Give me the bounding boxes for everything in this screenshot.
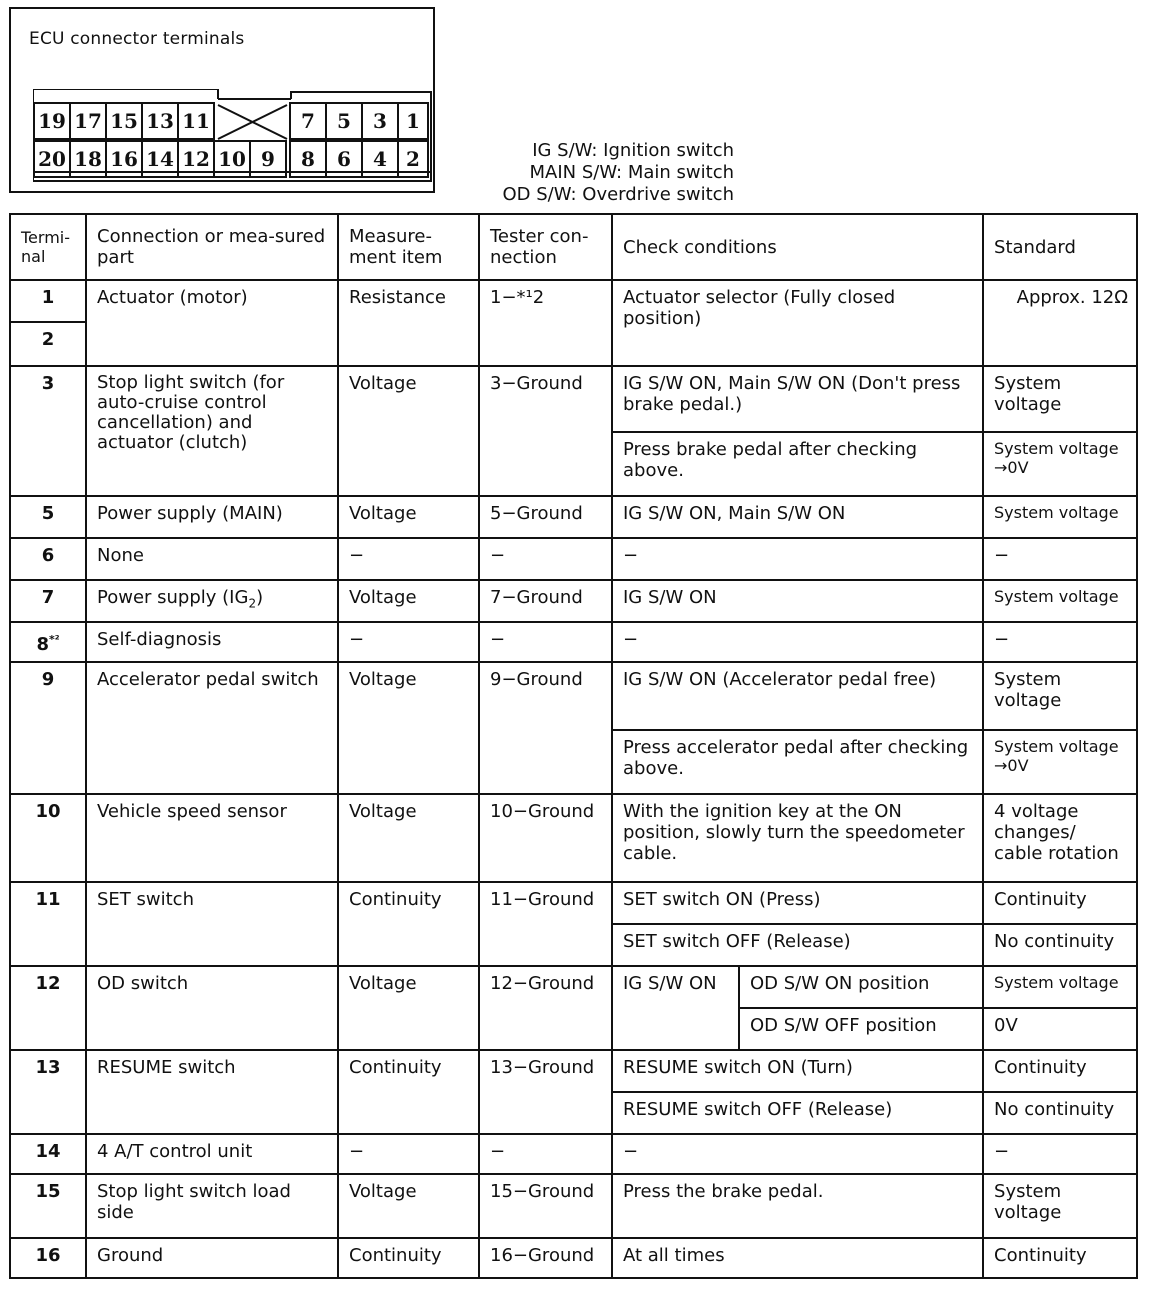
tester-cell: 10−Ground — [479, 794, 612, 882]
tester-cell: 16−Ground — [479, 1238, 612, 1278]
terminal-cell: 3 — [10, 366, 86, 496]
standard-cell: System voltage — [983, 580, 1137, 622]
terminal-note: *² — [48, 633, 60, 646]
item-cell: − — [338, 1134, 479, 1174]
terminal-cell: 1 — [10, 280, 86, 322]
header-connection: Connection or mea-sured part — [86, 214, 338, 280]
terminal-cell: 9 — [10, 662, 86, 794]
pin-1: 1 — [397, 102, 429, 140]
table-row — [10, 966, 1137, 1008]
condition-cell: IG S/W ON — [612, 580, 983, 622]
connector-diagram — [9, 7, 435, 193]
pin-5: 5 — [325, 102, 363, 140]
header-conditions: Check conditions — [612, 214, 983, 280]
header-terminal: Termi-nal — [10, 214, 86, 280]
part-cell: Actuator (motor) — [86, 280, 338, 366]
pin-6: 6 — [325, 140, 363, 178]
terminal-cell — [10, 622, 86, 662]
item-cell: Resistance — [338, 280, 479, 366]
header-standard: Standard — [983, 214, 1137, 280]
condition-cell: Press the brake pedal. — [612, 1174, 983, 1238]
terminal-cell: 2 — [10, 322, 86, 366]
tester-cell: 1−*¹2 — [479, 280, 612, 366]
part-cell: Self-diagnosis — [86, 622, 338, 662]
connector-title: ECU connector terminals — [29, 29, 245, 49]
pin-7: 7 — [289, 102, 327, 140]
pin-3: 3 — [361, 102, 399, 140]
terminal-cell: 10 — [10, 794, 86, 882]
standard-cell: System voltage — [983, 496, 1137, 538]
pin-2: 2 — [397, 140, 429, 178]
legend-ig-switch: IG S/W: Ignition switch — [532, 140, 734, 161]
item-cell: Voltage — [338, 794, 479, 882]
standard-cell: No continuity — [983, 1092, 1137, 1134]
pin-16: 16 — [105, 140, 143, 178]
item-cell: Voltage — [338, 662, 479, 794]
terminal-cell: 7 — [10, 580, 86, 622]
tester-cell: 15−Ground — [479, 1174, 612, 1238]
pin-9: 9 — [249, 140, 287, 178]
item-cell: − — [338, 622, 479, 662]
pin-20: 20 — [33, 140, 71, 178]
terminal-cell: 14 — [10, 1134, 86, 1174]
table-row — [10, 794, 1137, 882]
table-row — [10, 1174, 1137, 1238]
condition-cell: Press brake pedal after checking above. — [612, 432, 983, 496]
part-cell: Accelerator pedal switch — [86, 662, 338, 794]
tester-cell: 9−Ground — [479, 662, 612, 794]
abbreviation-legend — [462, 140, 734, 206]
standard-cell: 4 voltage changes/ cable rotation — [983, 794, 1137, 882]
pin-15: 15 — [105, 102, 143, 140]
item-cell: Continuity — [338, 882, 479, 966]
legend-od-switch: OD S/W: Overdrive switch — [502, 184, 734, 205]
pin-12: 12 — [177, 140, 215, 178]
terminal-cell: 15 — [10, 1174, 86, 1238]
pin-4: 4 — [361, 140, 399, 178]
standard-cell: − — [983, 1134, 1137, 1174]
standard-cell: No continuity — [983, 924, 1137, 966]
item-cell: Voltage — [338, 1174, 479, 1238]
condition-cell: − — [612, 1134, 983, 1174]
pin-13: 13 — [141, 102, 179, 140]
terminal-spec-table — [9, 213, 1138, 1279]
part-text: Power supply (IG — [97, 587, 249, 608]
part-cell: Ground — [86, 1238, 338, 1278]
pin-11: 11 — [177, 102, 215, 140]
tester-cell: − — [479, 1134, 612, 1174]
condition-main-cell: IG S/W ON — [612, 966, 739, 1050]
table-row — [10, 1238, 1137, 1278]
standard-cell: System voltage →0V — [983, 432, 1137, 496]
standard-cell: System voltage — [983, 662, 1137, 730]
standard-cell: Continuity — [983, 882, 1137, 924]
condition-cell: IG S/W ON, Main S/W ON (Don't press brake pedal.) — [612, 366, 983, 432]
tester-cell: 13−Ground — [479, 1050, 612, 1134]
terminal-cell: 13 — [10, 1050, 86, 1134]
terminal-cell: 12 — [10, 966, 86, 1050]
condition-cell: SET switch OFF (Release) — [612, 924, 983, 966]
item-cell: Continuity — [338, 1050, 479, 1134]
header-tester: Tester con-nection — [479, 214, 612, 280]
tester-cell: 12−Ground — [479, 966, 612, 1050]
condition-cell: With the ignition key at the ON position, slowly turn the speedometer cable. — [612, 794, 983, 882]
legend-main-switch: MAIN S/W: Main switch — [529, 162, 734, 183]
part-cell: Power supply (MAIN) — [86, 496, 338, 538]
table-row — [10, 280, 1137, 322]
tester-cell: − — [479, 622, 612, 662]
condition-cell: RESUME switch OFF (Release) — [612, 1092, 983, 1134]
table-row — [10, 496, 1137, 538]
part-cell: Stop light switch load side — [86, 1174, 338, 1238]
pin-10: 10 — [213, 140, 251, 178]
terminal-cell: 16 — [10, 1238, 86, 1278]
header-measurement: Measure-ment item — [338, 214, 479, 280]
item-cell: − — [338, 538, 479, 580]
terminal-cell: 5 — [10, 496, 86, 538]
pin-14: 14 — [141, 140, 179, 178]
part-cell — [86, 580, 338, 622]
table-row — [10, 662, 1137, 730]
standard-cell: 0V — [983, 1008, 1137, 1050]
condition-cell: At all times — [612, 1238, 983, 1278]
condition-cell: Press accelerator pedal after checking above. — [612, 730, 983, 794]
tester-cell: 11−Ground — [479, 882, 612, 966]
condition-cell: RESUME switch ON (Turn) — [612, 1050, 983, 1092]
condition-cell: OD S/W ON position — [739, 966, 983, 1008]
table-row — [10, 1050, 1137, 1092]
table-row — [10, 580, 1137, 622]
condition-cell: OD S/W OFF position — [739, 1008, 983, 1050]
terminal-number: 8 — [36, 634, 49, 655]
table-row — [10, 882, 1137, 924]
standard-cell: Approx. 12Ω — [983, 280, 1137, 366]
standard-cell: Continuity — [983, 1238, 1137, 1278]
tester-cell: 3−Ground — [479, 366, 612, 496]
table-row — [10, 1134, 1137, 1174]
standard-cell: System voltage — [983, 1174, 1137, 1238]
table-row — [10, 366, 1137, 432]
part-cell: Stop light switch (for auto-cruise control cancellation) and actuator (clutch) — [86, 366, 338, 496]
item-cell: Voltage — [338, 496, 479, 538]
standard-cell: System voltage →0V — [983, 730, 1137, 794]
condition-cell: SET switch ON (Press) — [612, 882, 983, 924]
pin-18: 18 — [69, 140, 107, 178]
terminal-cell: 11 — [10, 882, 86, 966]
standard-cell: Continuity — [983, 1050, 1137, 1092]
pin-8: 8 — [289, 140, 327, 178]
terminal-cell: 6 — [10, 538, 86, 580]
pin-17: 17 — [69, 102, 107, 140]
standard-cell: − — [983, 622, 1137, 662]
part-cell: RESUME switch — [86, 1050, 338, 1134]
part-cell: Vehicle speed sensor — [86, 794, 338, 882]
item-cell: Voltage — [338, 966, 479, 1050]
tester-cell: 5−Ground — [479, 496, 612, 538]
standard-cell: System voltage — [983, 966, 1137, 1008]
item-cell: Voltage — [338, 366, 479, 496]
tester-cell: 7−Ground — [479, 580, 612, 622]
standard-cell: System voltage — [983, 366, 1137, 432]
part-cell: OD switch — [86, 966, 338, 1050]
item-cell: Continuity — [338, 1238, 479, 1278]
condition-cell: IG S/W ON, Main S/W ON — [612, 496, 983, 538]
part-cell: 4 A/T control unit — [86, 1134, 338, 1174]
condition-cell: Actuator selector (Fully closed position) — [612, 280, 983, 366]
condition-cell: − — [612, 538, 983, 580]
part-text-end: ) — [256, 587, 264, 608]
condition-cell: − — [612, 622, 983, 662]
tester-cell: − — [479, 538, 612, 580]
table-row — [10, 622, 1137, 662]
part-subscript: 2 — [248, 596, 257, 611]
standard-cell: − — [983, 538, 1137, 580]
table-row — [10, 538, 1137, 580]
part-cell: None — [86, 538, 338, 580]
pin-19: 19 — [33, 102, 71, 140]
item-cell: Voltage — [338, 580, 479, 622]
part-cell: SET switch — [86, 882, 338, 966]
condition-cell: IG S/W ON (Accelerator pedal free) — [612, 662, 983, 730]
